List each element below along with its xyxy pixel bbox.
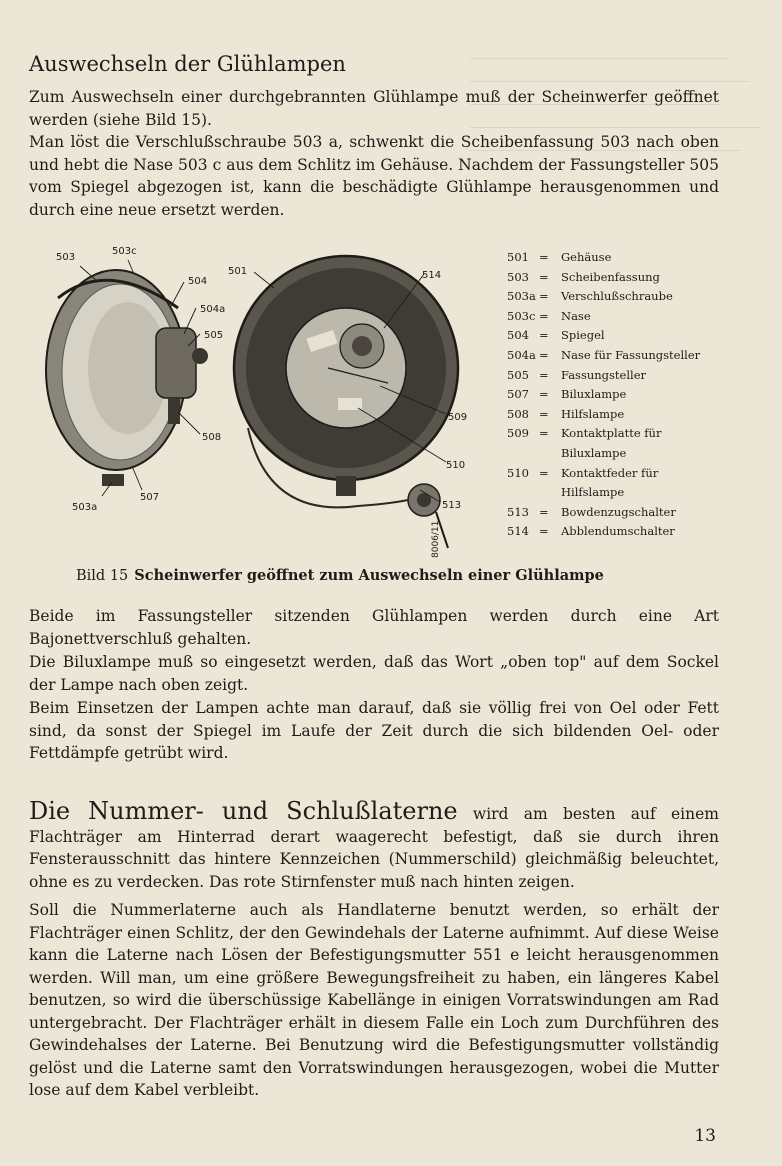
legend-row	[507, 326, 721, 346]
legend-label: Nase	[561, 308, 591, 323]
legend-label: Fassungsteller	[561, 367, 647, 382]
legend-number: 504	[507, 328, 529, 343]
legend-row	[507, 248, 721, 268]
legend-label: Hilfslampe	[561, 485, 625, 500]
callout-503: 503	[56, 252, 76, 263]
legend-number: 508	[507, 406, 529, 421]
section-title-gluehlampen: Auswechseln der Glühlampen	[29, 52, 346, 76]
legend-equals: =	[539, 524, 549, 539]
legend-equals: =	[539, 328, 549, 343]
legend-equals: =	[539, 289, 549, 304]
figure-code: 8006/11	[431, 520, 441, 558]
legend-row	[507, 385, 721, 405]
figure-caption	[76, 567, 604, 584]
legend-label: Spiegel	[561, 328, 605, 343]
legend-number: 503c	[507, 308, 536, 323]
legend-label: Verschlußschraube	[561, 289, 673, 304]
legend-label: Biluxlampe	[561, 387, 627, 402]
legend-label: Biluxlampe	[561, 445, 627, 460]
legend-row	[507, 366, 721, 386]
section-title-nummerlaterne: Die Nummer- und Schlußlaterne	[29, 797, 458, 825]
legend-row	[507, 464, 721, 484]
paragraph-6	[29, 797, 719, 893]
legend-label: Kontaktplatte für	[561, 426, 662, 441]
legend-number: 514	[507, 524, 529, 539]
legend-equals: =	[539, 465, 549, 480]
callout-508: 508	[202, 432, 222, 443]
legend-number: 501	[507, 250, 529, 264]
legend-number: 504a	[507, 347, 536, 362]
callout-504: 504	[188, 276, 208, 287]
legend-label: Scheibenfassung	[561, 269, 660, 284]
legend-equals	[539, 483, 561, 503]
legend-number	[507, 483, 539, 503]
legend-row	[507, 307, 721, 327]
paragraph-3: Beide im Fassungsteller sitzenden Glühlampen werden durch eine Art Bajonettverschluß gehalten.	[29, 607, 719, 648]
paragraph-6-text: wird am besten auf einem Flachträger am Hinterrad derart waagerecht befestigt, daß sie durch ihren Fensterausschnitt das hintere Kennzeichen (Nummerschild) gleichmäßig beleuchtet, ohne es zu verdecken. Das rote Stirnfenster muß nach hinten zeigen.	[29, 805, 719, 891]
legend-equals: =	[539, 367, 549, 382]
legend-row	[507, 483, 721, 503]
legend-row	[507, 405, 721, 425]
caption-label: Bild 15	[76, 568, 129, 584]
legend-row	[507, 522, 721, 542]
legend-row	[507, 287, 721, 307]
paragraph-7: Soll die Nummerlaterne auch als Handlaterne benutzt werden, so erhält der Flachträger einen Schlitz, der den Gewindehals der Laterne aufnimmt. Auf diese Weise kann die Laterne nach Lösen der Befestigungsmutter 551 e leicht herausgenommen werden. Will man, um eine größere Bewegungsfreiheit zu haben, ein längeres Kabel benutzen, so wird die überschüssige Kabellänge in einigen Vorratswindungen am Rad untergebracht. Der Flachträger erhält in diesem Falle ein Loch zum Durchführen des Gewindehalses der Laterne. Bei Benutzung wird die Befestigungsmutter vollständig gelöst und die Laterne samt den Vorratswindungen herausgezogen, wobei die Mutter lose auf dem Kabel verbleibt.	[29, 901, 719, 1099]
callout-504a: 504a	[200, 304, 226, 315]
legend-row	[507, 424, 721, 444]
legend-label: Kontaktfeder für	[561, 465, 659, 480]
legend-number: 509	[507, 426, 529, 441]
callout-509: 509	[448, 412, 468, 423]
callout-513: 513	[442, 500, 462, 511]
callout-514: 514	[422, 270, 442, 281]
legend-number: 505	[507, 367, 529, 382]
legend-number: 513	[507, 504, 529, 519]
paragraph-2: Man löst die Verschlußschraube 503 a, schwenkt die Scheibenfassung 503 nach oben und hebt die Nase 503 c aus dem Schlitz im Gehäuse. Nachdem der Fassungsteller 505 vom Spiegel abgezogen ist, kann die beschädigte Glühlampe herausgenommen und durch eine neue ersetzt werden.	[29, 133, 719, 219]
housing-drawing	[234, 256, 458, 548]
legend-equals: =	[539, 308, 549, 323]
caption-text: Scheinwerfer geöffnet zum Auswechseln einer Glühlampe	[134, 567, 604, 584]
callout-510: 510	[446, 460, 466, 471]
legend-equals: =	[539, 269, 549, 284]
legend-row	[507, 346, 721, 366]
legend-equals	[539, 444, 561, 464]
legend-label: Hilfslampe	[561, 406, 625, 421]
legend-row	[507, 268, 721, 288]
legend-number: 507	[507, 387, 529, 402]
reflector-drawing	[46, 270, 208, 486]
paragraph-1: Zum Auswechseln einer durchgebrannten Glühlampe muß der Scheinwerfer geöffnet werden (siehe Bild 15).	[29, 88, 719, 129]
figure-legend	[507, 248, 721, 542]
callout-503a: 503a	[72, 502, 98, 513]
page-number: 13	[694, 1126, 716, 1146]
legend-equals: =	[539, 504, 549, 519]
legend-number: 503	[507, 269, 529, 284]
legend-label: Abblendumschalter	[561, 524, 675, 539]
callout-501: 501	[228, 266, 248, 277]
headlamp-illustration	[28, 238, 508, 558]
legend-number: 510	[507, 465, 529, 480]
callout-505: 505	[204, 330, 224, 341]
legend-label: Nase für Fassungsteller	[561, 347, 701, 362]
legend-number: 503a	[507, 289, 536, 304]
legend-label: Bowdenzugschalter	[561, 504, 676, 519]
legend-label: Gehäuse	[561, 250, 612, 264]
callout-507: 507	[140, 492, 160, 503]
legend-equals: =	[539, 406, 549, 421]
paragraph-5: Beim Einsetzen der Lampen achte man darauf, daß sie völlig frei von Oel oder Fett sind, da sonst der Spiegel im Laufe der Zeit durch die sich bildenden Oel- oder Fettdämpfe getrübt wird.	[29, 699, 719, 762]
callout-503c: 503c	[112, 246, 137, 257]
legend-equals: =	[539, 250, 549, 264]
legend-equals: =	[539, 387, 549, 402]
legend-equals: =	[539, 347, 549, 362]
legend-equals: =	[539, 426, 549, 441]
legend-row	[507, 503, 721, 523]
legend-row	[507, 444, 721, 464]
legend-number	[507, 444, 539, 464]
paragraph-4: Die Biluxlampe muß so eingesetzt werden, daß das Wort „oben top" auf dem Sockel der Lampe nach oben zeigt.	[29, 653, 719, 694]
